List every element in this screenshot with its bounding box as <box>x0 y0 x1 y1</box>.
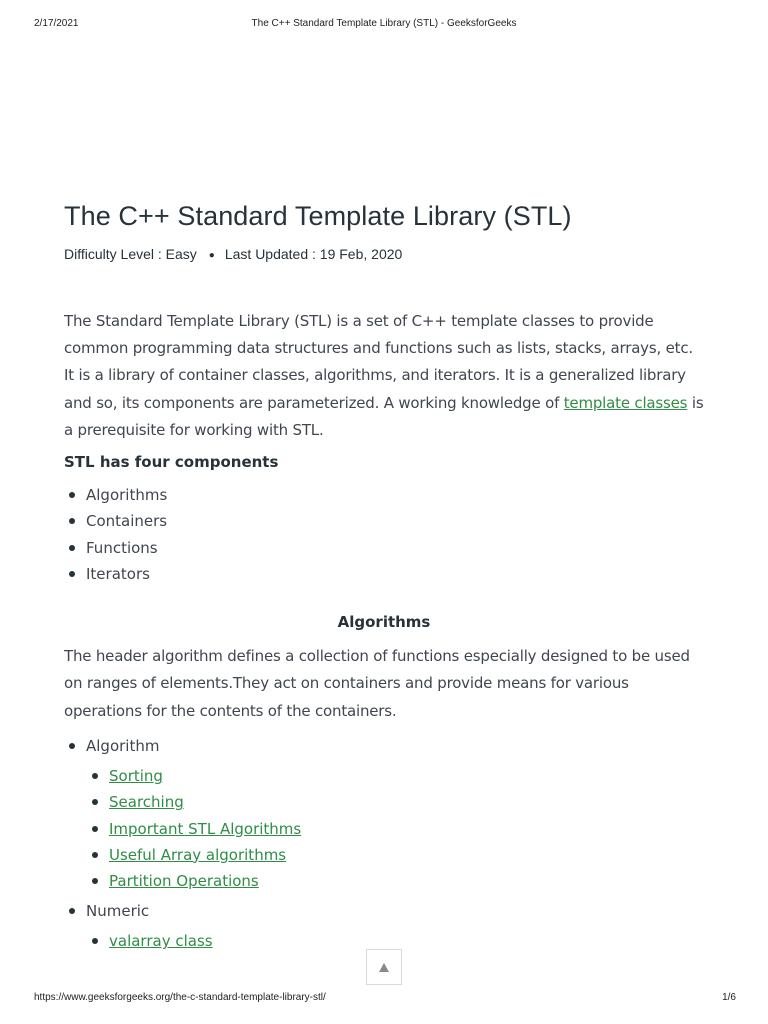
print-footer <box>0 992 768 1006</box>
bullet-icon <box>92 826 98 832</box>
scroll-to-top-button[interactable] <box>366 949 402 985</box>
intro-paragraph <box>64 308 704 444</box>
list-item <box>64 561 704 587</box>
list-item-numeric <box>64 898 704 955</box>
list-item-label: Algorithm <box>86 736 160 755</box>
print-url: https://www.geeksforgeeks.org/the-c-standard-template-library-stl/ <box>34 992 326 1003</box>
arrow-up-icon <box>379 963 389 972</box>
bullet-icon <box>69 571 75 577</box>
list-item <box>64 508 704 534</box>
difficulty-level: Difficulty Level : Easy <box>64 246 197 262</box>
list-item <box>64 535 704 561</box>
numeric-group-label <box>64 898 704 924</box>
components-heading: STL has four components <box>64 453 279 472</box>
print-header <box>0 18 768 32</box>
print-page-title: The C++ Standard Template Library (STL) - GeeksforGeeks <box>251 18 517 29</box>
article-meta <box>64 244 704 266</box>
list-item-label: Containers <box>86 512 168 531</box>
algorithm-group-label <box>64 733 704 759</box>
bullet-icon <box>92 938 98 944</box>
list-item <box>87 789 704 815</box>
algorithms-list <box>64 733 704 955</box>
list-item-algorithm <box>64 733 704 894</box>
bullet-icon <box>92 852 98 858</box>
bullet-icon <box>69 908 75 914</box>
bullet-icon <box>92 799 98 805</box>
algorithms-heading: Algorithms <box>337 613 431 632</box>
important-stl-algorithms-link[interactable]: Important STL Algorithms <box>109 819 302 838</box>
list-item <box>87 816 704 842</box>
bullet-icon <box>69 743 75 749</box>
bullet-icon <box>69 545 75 551</box>
last-updated: Last Updated : 19 Feb, 2020 <box>224 246 403 262</box>
bullet-icon <box>92 878 98 884</box>
sorting-link[interactable]: Sorting <box>109 767 163 786</box>
list-item-label: Functions <box>86 538 158 557</box>
intro-text-before: The Standard Template Library (STL) is a set of C++ template classes to provide common programming data structures and functions such as lists, stacks, arrays, etc. It is a library of container classes, algorithms, and iterators. It is a generalized library and so, its components are parameterized. A working knowledge of <box>64 312 693 412</box>
valarray-class-link[interactable]: valarray class <box>109 932 213 951</box>
useful-array-algorithms-link[interactable]: Useful Array algorithms <box>109 845 287 864</box>
components-list <box>64 482 704 587</box>
template-classes-link[interactable]: template classes <box>563 393 688 412</box>
list-item <box>64 482 704 508</box>
list-item-label: Iterators <box>86 564 150 583</box>
list-item <box>87 868 704 894</box>
list-item <box>87 763 704 789</box>
list-item-label: Numeric <box>86 902 150 921</box>
separator-dot-icon: ● <box>208 250 215 261</box>
algorithms-paragraph: The header algorithm defines a collection of functions especially designed to be used on ranges of elements.They act on containers and provide means for various operations for the contents of the containers. <box>64 647 690 720</box>
algorithm-links <box>87 763 704 894</box>
partition-operations-link[interactable]: Partition Operations <box>109 871 259 890</box>
searching-link[interactable]: Searching <box>109 793 184 812</box>
page-number: 1/6 <box>722 992 736 1003</box>
list-item-label: Algorithms <box>86 486 168 505</box>
bullet-icon <box>69 518 75 524</box>
intro-text-after: is a prerequisite for working with STL. <box>64 393 704 439</box>
bullet-icon <box>69 492 75 498</box>
list-item <box>87 842 704 868</box>
print-date: 2/17/2021 <box>34 18 79 29</box>
bullet-icon <box>92 773 98 779</box>
article-title: The C++ Standard Template Library (STL) <box>64 201 572 231</box>
article <box>64 196 704 959</box>
